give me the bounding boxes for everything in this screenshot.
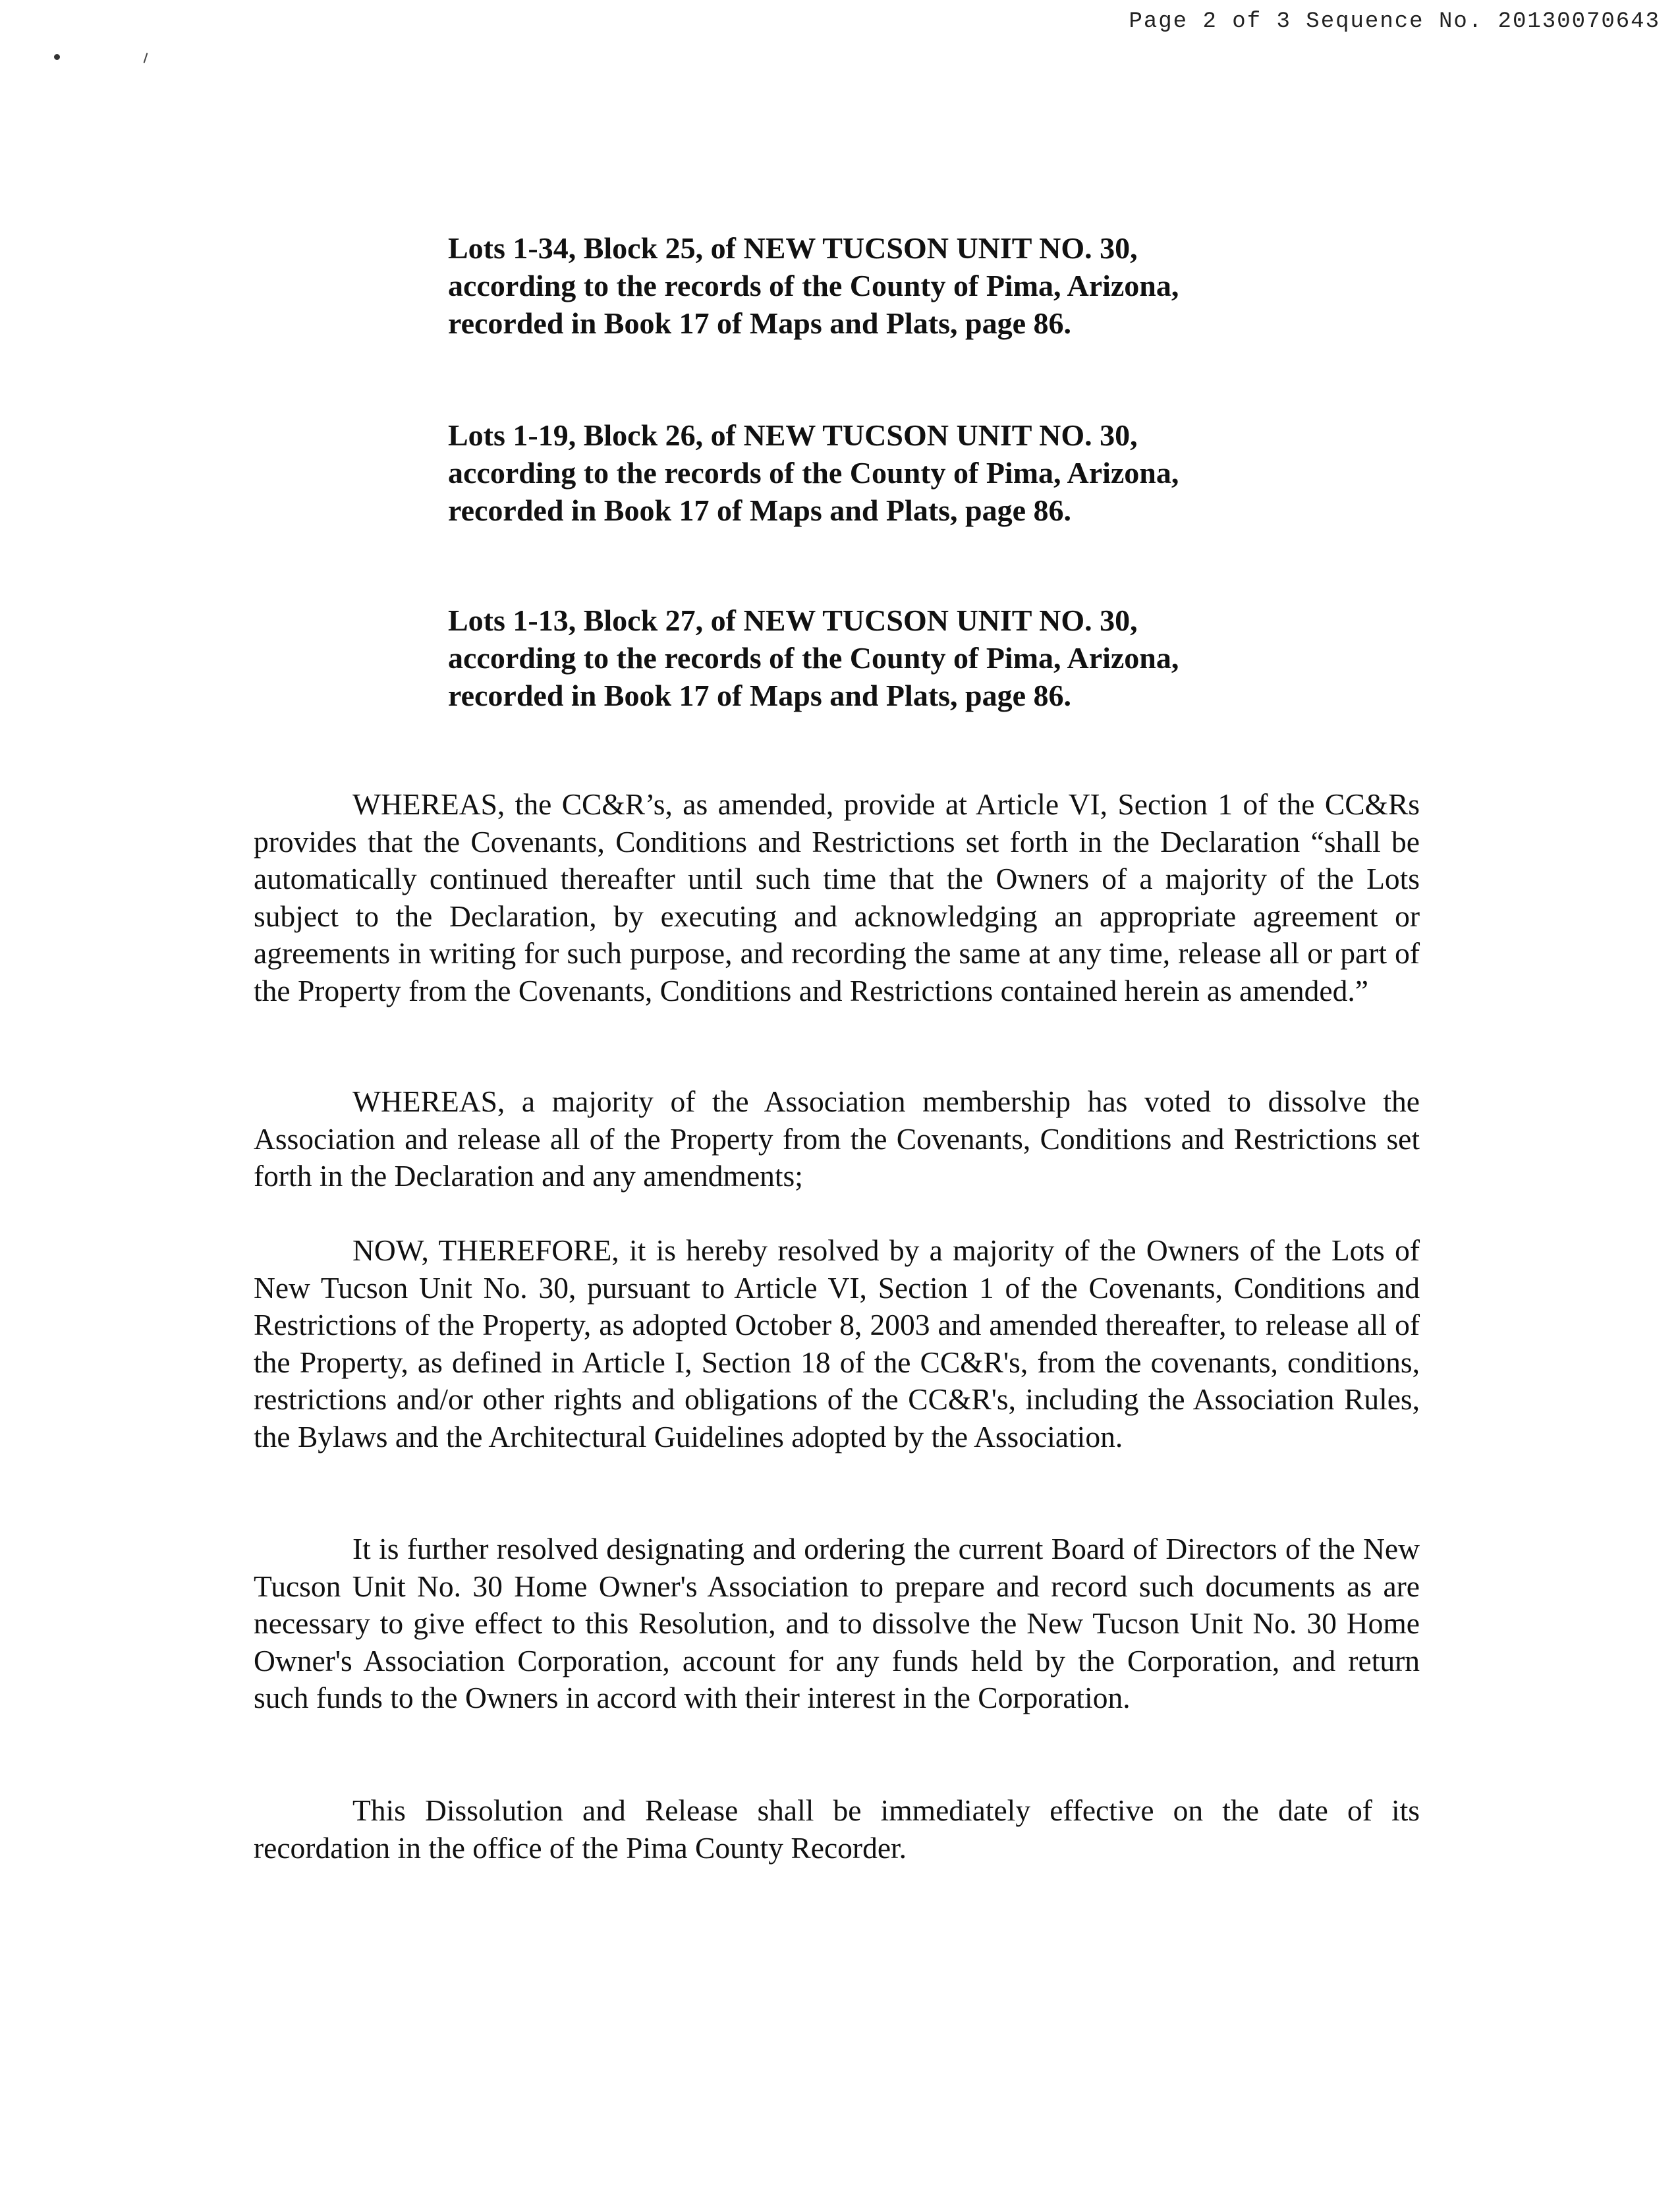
whereas-majority-paragraph: WHEREAS, a majority of the Association membership has voted to dissolve the Association and release all of the Property from the Covenants, Conditions and Restrictions set forth in the Declaration and any amendments; xyxy=(254,1085,1420,1193)
further-resolved-paragraph: It is further resolved designating and ordering the current Board of Directors of the New Tucson Unit No. 30 Home Owner's Association to prepare and record such documents as are necessary to give effect to this Resolution, and to dissolve the New Tucson Unit No. 30 Home Owner's Association Corporation, account for any funds held by the Corporation, and return such funds to the Owners in accord with their interest in the Corporation. xyxy=(254,1532,1420,1714)
effective-date-paragraph: This Dissolution and Release shall be immediately effective on the date of its recordation in the office of the Pima County Recorder. xyxy=(254,1793,1420,1865)
scan-artifact-tick xyxy=(144,53,148,63)
page-sequence-header: Page 2 of 3 Sequence No. 20130070643 xyxy=(1129,9,1660,34)
lot-description-block-25: Lots 1-34, Block 25, of NEW TUCSON UNIT NO. 30, according to the records of the County of Pima, Arizona, recorded in Book 17 of Maps and Plats, page 86. xyxy=(448,231,1179,340)
scan-artifact-dot xyxy=(54,54,60,60)
whereas-ccr-paragraph: WHEREAS, the CC&R’s, as amended, provide at Article VI, Section 1 of the CC&Rs provides that the Covenants, Conditions and Restrictions set forth in the Declaration “shall be automatically continued thereafter until such time that the Owners of a majority of the Lots subject to the Declaration, by executing and acknowledging an appropriate agreement or agreements in writing for such purpose, and recording the same at any time, release all or part of the Property from the Covenants, Conditions and Restrictions contained herein as amended.” xyxy=(254,787,1420,1007)
now-therefore-paragraph: NOW, THEREFORE, it is hereby resolved by a majority of the Owners of the Lots of New Tucson Unit No. 30, pursuant to Article VI, Section 1 of the Covenants, Conditions and Restrictions of the Property, as adopted October 8, 2003 and amended thereafter, to release all of the Property, as defined in Article I, Section 18 of the CC&R's, from the covenants, conditions, restrictions and/or other rights and obligations of the CC&R's, including the Association Rules, the Bylaws and the Architectural Guidelines adopted by the Association. xyxy=(254,1233,1420,1453)
lot-description-block-26: Lots 1-19, Block 26, of NEW TUCSON UNIT NO. 30, according to the records of the County of Pima, Arizona, recorded in Book 17 of Maps and Plats, page 86. xyxy=(448,418,1179,527)
lot-description-block-27: Lots 1-13, Block 27, of NEW TUCSON UNIT NO. 30, according to the records of the County of Pima, Arizona, recorded in Book 17 of Maps and Plats, page 86. xyxy=(448,604,1179,712)
